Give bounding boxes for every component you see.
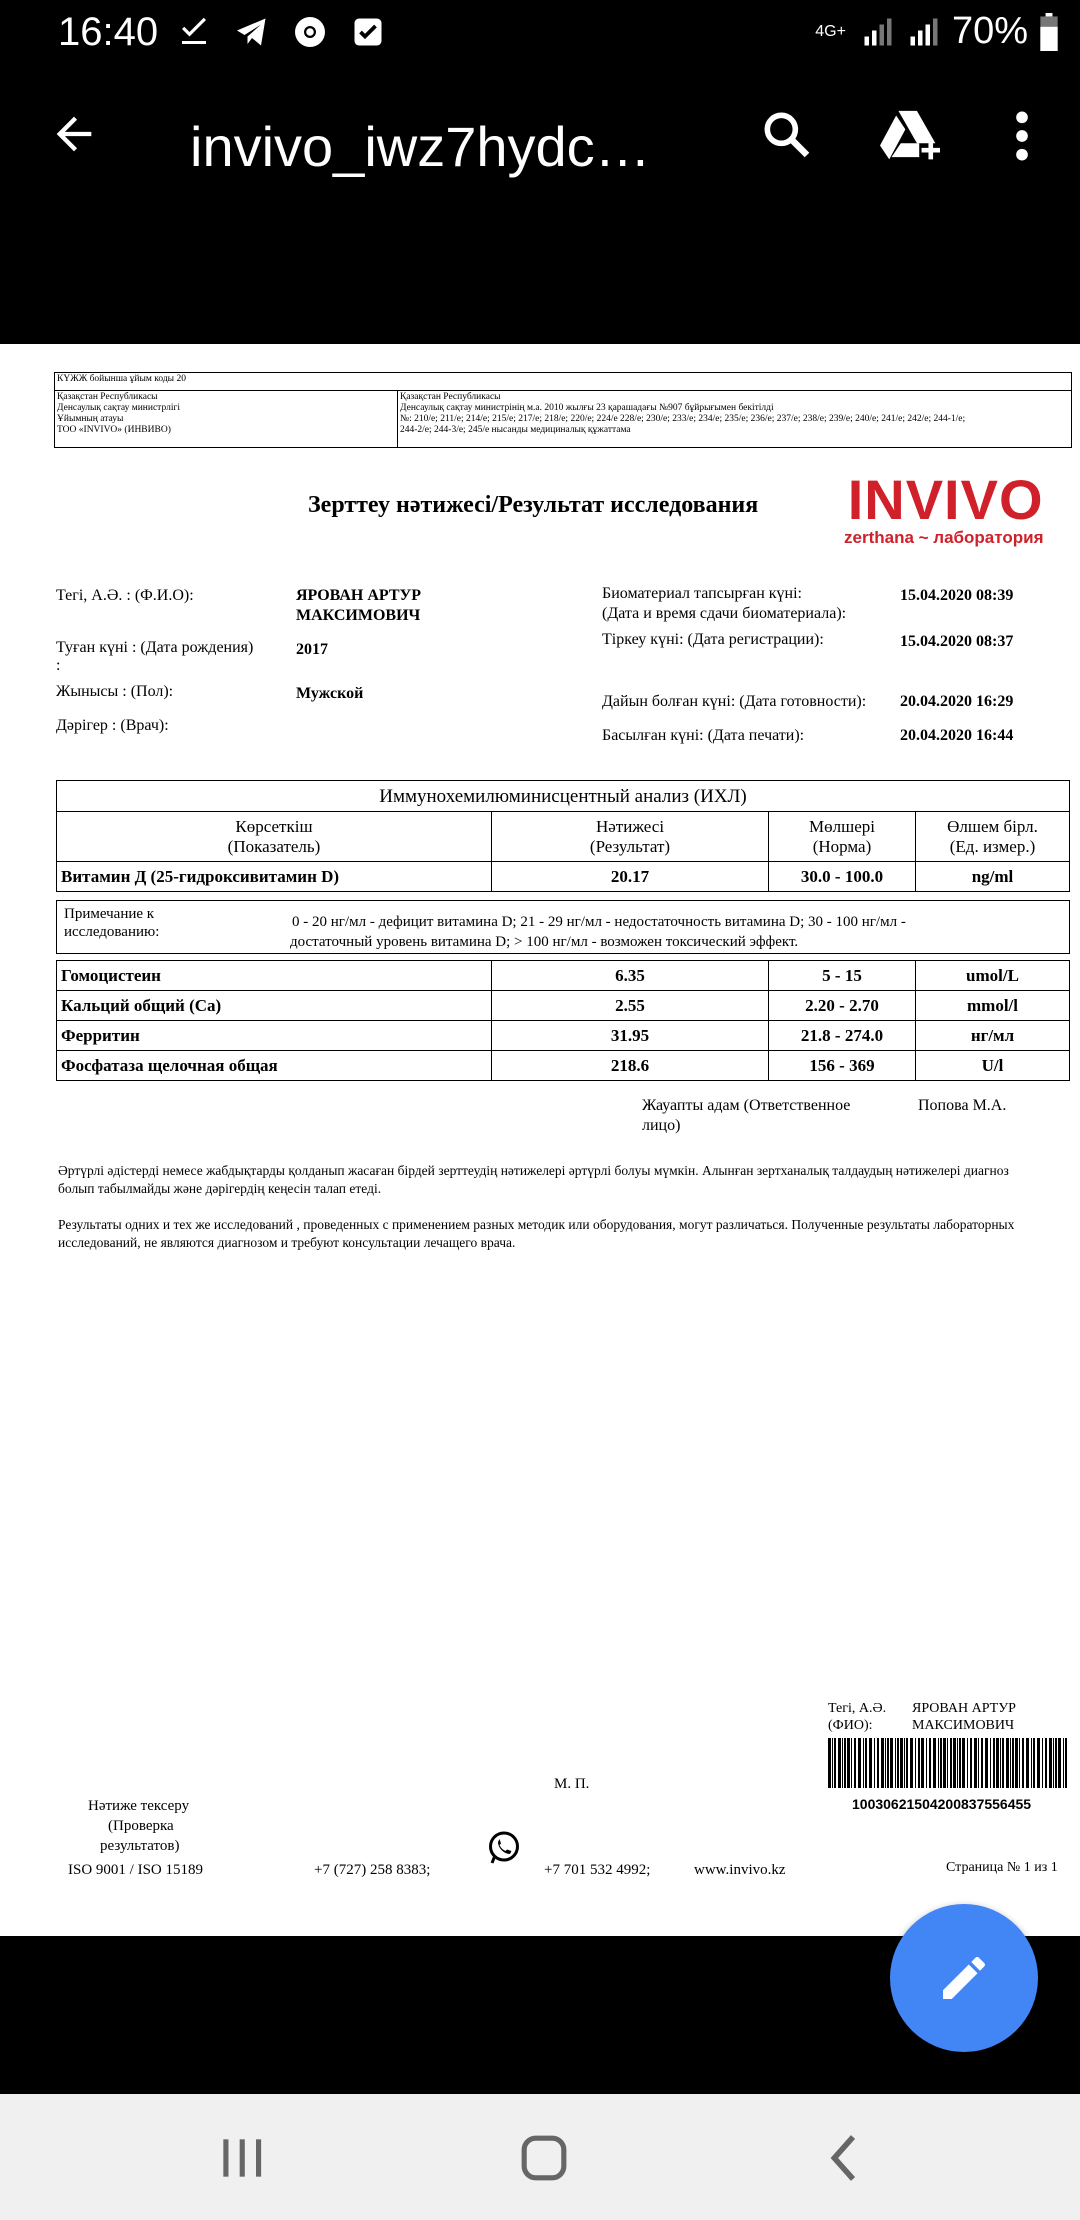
print-label: Басылған күні: (Дата печати): (602, 727, 805, 744)
barcode-bar (974, 1738, 977, 1788)
iso-label: ISO 9001 / ISO 15189 (68, 1862, 204, 1878)
barcode-bar (1015, 1738, 1018, 1788)
note-label1: Примечание к (64, 906, 155, 922)
table-row (57, 1021, 1070, 1051)
barcode-bar (918, 1738, 920, 1788)
results-header-table (56, 811, 1070, 892)
test-norm: 5 - 15 (769, 961, 916, 991)
header-right-line: Денсаулық сақтау министрінің м.а. 2010 жылғы 23 қарашадағы №907 бұйрығымен бекітілді (400, 403, 774, 413)
header-left-line: Қазақстан Республикасы (57, 392, 158, 402)
test-name: Фосфатаза щелочная общая (57, 1051, 492, 1081)
barcode-bar (910, 1738, 913, 1788)
barcode-bar (847, 1738, 850, 1788)
barcode-bar (874, 1738, 875, 1788)
barcode-bar (1026, 1738, 1029, 1788)
barcode-bar (1000, 1738, 1001, 1788)
system-icons (815, 10, 1060, 53)
chrome-icon (292, 14, 328, 50)
barcode-bar (1055, 1738, 1057, 1788)
table-row (57, 991, 1070, 1021)
ready-label: Дайын болған күні: (Дата готовности): (602, 693, 867, 710)
barcode-bar (1045, 1738, 1047, 1788)
birth-label: Туған күні : (Дата рождения) (56, 639, 254, 656)
sex-label: Жынысы : (Пол): (56, 683, 174, 700)
barcode-bar (1063, 1738, 1064, 1788)
edit-fab-button[interactable] (890, 1904, 1038, 2052)
responsible-label1: Жауапты адам (Ответственное (642, 1097, 851, 1114)
note-label2: исследованию: (64, 924, 160, 940)
barcode-bar (962, 1738, 965, 1788)
col-header: (Показатель) (227, 836, 321, 856)
test-norm: 2.20 - 2.70 (769, 991, 916, 1021)
header-right-line: 244-2/е; 244-3/е; 245/е нысанды медициналық құжаттама (400, 425, 631, 435)
signal-icon-2 (906, 14, 942, 50)
barcode-bar (838, 1738, 841, 1788)
barcode-bar (1019, 1738, 1020, 1788)
barcode-bar (981, 1738, 983, 1788)
patient-name-line2: МАКСИМОВИЧ (296, 607, 421, 624)
test-result: 31.95 (492, 1021, 769, 1051)
print-value: 20.04.2020 16:44 (900, 727, 1014, 744)
test-unit: нг/мл (916, 1021, 1070, 1051)
barcode-bar (863, 1738, 864, 1788)
barcode-bar (953, 1738, 956, 1788)
invivo-logo (844, 468, 1044, 548)
col-header: (Ед. измер.) (949, 836, 1036, 856)
more-options-icon[interactable] (1006, 108, 1038, 164)
barcode-bar (854, 1738, 856, 1788)
barcode-bar (1002, 1738, 1004, 1788)
barcode-bar (881, 1738, 884, 1788)
barcode-bar (985, 1738, 988, 1788)
table-row (57, 1051, 1070, 1081)
barcode-bar (1012, 1738, 1014, 1788)
test-result: 2.55 (492, 991, 769, 1021)
test-norm: 21.8 - 274.0 (769, 1021, 916, 1051)
document-page (0, 344, 1080, 1936)
test-name: Кальций общий (Са) (57, 991, 492, 1021)
telegram-icon (234, 14, 270, 50)
barcode-bar (865, 1738, 867, 1788)
mp-label: М. П. (554, 1776, 590, 1792)
battery-icon (1038, 13, 1060, 51)
phone1: +7 (727) 258 8383; (314, 1862, 431, 1878)
barcode-bar (851, 1738, 852, 1788)
barcode-bar (993, 1738, 995, 1788)
verify-line2: (Проверка (108, 1818, 174, 1834)
document-title: invivo_iwz7hydc… (190, 115, 651, 178)
notification-icons (176, 14, 386, 50)
barcode-bar (921, 1738, 924, 1788)
footer-name2: МАКСИМОВИЧ (912, 1718, 1015, 1733)
name-label: Тегі, А.Ә. : (Ф.И.О): (56, 587, 194, 604)
birth-value: 2017 (296, 641, 328, 658)
note-text2: достаточный уровень витамина D; > 100 нг/мл - возможен токсический эффект. (290, 934, 799, 950)
barcode-number: 1003062150420083755645​5 (852, 1796, 1032, 1812)
header-left (55, 391, 398, 447)
barcode-bar (938, 1738, 939, 1788)
barcode-bar (842, 1738, 843, 1788)
clock: 16:40 (58, 10, 159, 54)
table-header-row (57, 812, 1070, 862)
header-right (398, 391, 1071, 447)
barcode-bar (1031, 1738, 1032, 1788)
header-left-line: Ұйымның атауы (57, 414, 124, 424)
recent-apps-icon[interactable] (214, 2130, 270, 2186)
download-done-icon (176, 14, 212, 50)
barcode-bar (967, 1738, 968, 1788)
test-norm: 30.0 - 100.0 (769, 862, 916, 892)
footer-name-label2: (ФИО): (828, 1718, 873, 1733)
barcode-bar (844, 1738, 846, 1788)
col-header: (Норма) (812, 836, 872, 856)
responsible-label2: лицо) (642, 1117, 681, 1134)
barcode-bar (990, 1738, 991, 1788)
barcode-bar (828, 1738, 831, 1788)
barcode-bar (1049, 1738, 1052, 1788)
barcode-bar (897, 1738, 899, 1788)
test-norm: 156 - 369 (769, 1051, 916, 1081)
disclaimer-ru: Результаты одних и тех же исследований , проведенных с применением разных методик или оборудования, могут различаться. Полученные результаты лабораторных исследований, не являются диагнозом и требуют консультации лечащего врача. (58, 1217, 1015, 1250)
barcode-bar (950, 1738, 952, 1788)
barcode-bar (1006, 1738, 1009, 1788)
barcode (828, 1738, 1068, 1788)
footer-name1: ЯРОВАН АРТУР (912, 1701, 1016, 1716)
col-header: Мөлшері (809, 816, 875, 836)
birth-colon: : (56, 657, 61, 674)
app-bar (0, 64, 1080, 344)
pencil-icon (936, 1950, 992, 2006)
barcode-bar (858, 1738, 861, 1788)
barcode-bar (904, 1738, 905, 1788)
reg-value: 15.04.2020 08:37 (900, 633, 1014, 650)
barcode-bar (943, 1738, 946, 1788)
barcode-bar (834, 1738, 836, 1788)
search-icon[interactable] (758, 106, 814, 162)
barcode-bar (940, 1738, 942, 1788)
test-result: 218.6 (492, 1051, 769, 1081)
test-result: 6.35 (492, 961, 769, 991)
disclaimer-kz: Әртүрлі әдістерді немесе жабдықтарды қолданып жасаған бірдей зерттеудің нәтижелері әртүрлі болуы мүмкін. Алынған зертханалық талдаудың нәтижелері диагноз болып табылмайды және дәрігердің кеңесін талап етеді. (58, 1163, 1009, 1196)
barcode-bar (929, 1738, 931, 1788)
home-icon[interactable] (516, 2130, 572, 2186)
note-text1: 0 - 20 нг/мл - дефицит витамина D; 21 - 29 нг/мл - недостаточность витамина D; 30 - 100 нг/мл - (292, 914, 906, 930)
barcode-bar (900, 1738, 903, 1788)
barcode-bar (1058, 1738, 1061, 1788)
barcode-bar (906, 1738, 908, 1788)
sex-value: Мужской (296, 685, 364, 702)
col-header: (Результат) (589, 836, 671, 856)
table-row (57, 862, 1070, 892)
biomat-label2: (Дата и время сдачи биоматериала): (602, 605, 847, 622)
table-row (57, 961, 1070, 991)
logo-main: INVIVO (847, 468, 1044, 531)
barcode-bar (947, 1738, 948, 1788)
analysis-title: Иммунохемилюминисцентный анализ (ИХЛ) (56, 780, 1070, 812)
reg-label: Тіркеу күні: (Дата регистрации): (602, 631, 824, 648)
barcode-bar (1065, 1738, 1067, 1788)
barcode-bar (970, 1738, 972, 1788)
barcode-bar (1033, 1738, 1035, 1788)
barcode-bar (959, 1738, 961, 1788)
ready-value: 20.04.2020 16:29 (900, 693, 1014, 710)
results-table (56, 960, 1070, 1081)
org-code: КҮЖЖ бойынша ұйым коды 20 (55, 373, 1071, 391)
barcode-bar (996, 1738, 999, 1788)
test-name: Ферритин (57, 1021, 492, 1051)
verify-line3: результатов) (100, 1838, 180, 1854)
back-icon[interactable] (818, 2130, 874, 2186)
footer-name-label1: Тегі, А.Ә. (828, 1701, 887, 1716)
verify-line1: Нәтиже тексеру (88, 1798, 190, 1814)
barcode-bar (1010, 1738, 1011, 1788)
barcode-bar (895, 1738, 896, 1788)
website: www.invivo.kz (694, 1862, 786, 1878)
result-title: Зерттеу нәтижесі/Результат исследования (308, 492, 759, 518)
checkbox-icon (350, 14, 386, 50)
barcode-bar (890, 1738, 893, 1788)
header-left-line: ТОО «INVIVO» (ИНВИВО) (57, 425, 171, 435)
barcode-bar (832, 1738, 833, 1788)
col-header: Көрсеткіш (235, 816, 313, 836)
header-right-line: №: 210/е; 211/е; 214/е; 215/е; 217/е; 218/е; 220/е; 224/е 228/е; 230/е; 233/е; 234/е; 235/е; 236/е; 237/е; 238/е; 239/е; 240/е; 241/е; 242/е; 244-1/е; (400, 414, 966, 424)
test-name: Гомоцистеин (57, 961, 492, 991)
test-result: 20.17 (492, 862, 769, 892)
battery-percent: 70% (951, 10, 1028, 52)
barcode-bar (885, 1738, 886, 1788)
page-number: Страница № 1 из 1 (946, 1860, 1058, 1875)
phone2: +7 701 532 4992; (544, 1862, 651, 1878)
signal-icon (860, 14, 896, 50)
responsible-name: Попова М.А. (918, 1097, 1007, 1114)
biomat-label1: Биоматериал тапсырған күні: (602, 585, 802, 602)
network-type: 4G+ (815, 22, 846, 40)
barcode-bar (1042, 1738, 1043, 1788)
barcode-bar (869, 1738, 872, 1788)
barcode-bar (978, 1738, 979, 1788)
test-unit: mmol/l (916, 991, 1070, 1021)
header-right-line: Қазақстан Республикасы (400, 392, 501, 402)
doctor-label: Дәрігер : (Врач): (56, 717, 169, 734)
test-unit: ng/ml (916, 862, 1070, 892)
patient-name-line1: ЯРОВАН АРТУР (296, 587, 422, 604)
status-bar (0, 0, 1080, 64)
logo-sub: zerthana ~ лаборатория (844, 528, 1044, 547)
barcode-bar (887, 1738, 889, 1788)
barcode-bar (933, 1738, 936, 1788)
navigation-bar (0, 2094, 1080, 2220)
back-arrow-icon[interactable] (48, 108, 100, 160)
biomat-value: 15.04.2020 08:39 (900, 587, 1014, 604)
barcode-bar (877, 1738, 879, 1788)
barcode-bar (1053, 1738, 1054, 1788)
barcode-bar (926, 1738, 927, 1788)
barcode-bar (1037, 1738, 1040, 1788)
header-box (54, 372, 1072, 448)
whatsapp-icon (486, 1830, 522, 1866)
test-unit: U/l (916, 1051, 1070, 1081)
barcode-bar (915, 1738, 916, 1788)
test-unit: umol/L (916, 961, 1070, 991)
test-name: Витамин Д (25-гидроксивитамин D) (57, 862, 492, 892)
col-header: Нәтижесі (595, 816, 665, 836)
barcode-bar (957, 1738, 958, 1788)
barcode-bar (1022, 1738, 1024, 1788)
col-header: Өлшем бірл. (947, 816, 1038, 836)
add-to-drive-icon[interactable] (880, 106, 940, 162)
header-left-line: Денсаулық сақтау министрлігі (57, 403, 180, 413)
